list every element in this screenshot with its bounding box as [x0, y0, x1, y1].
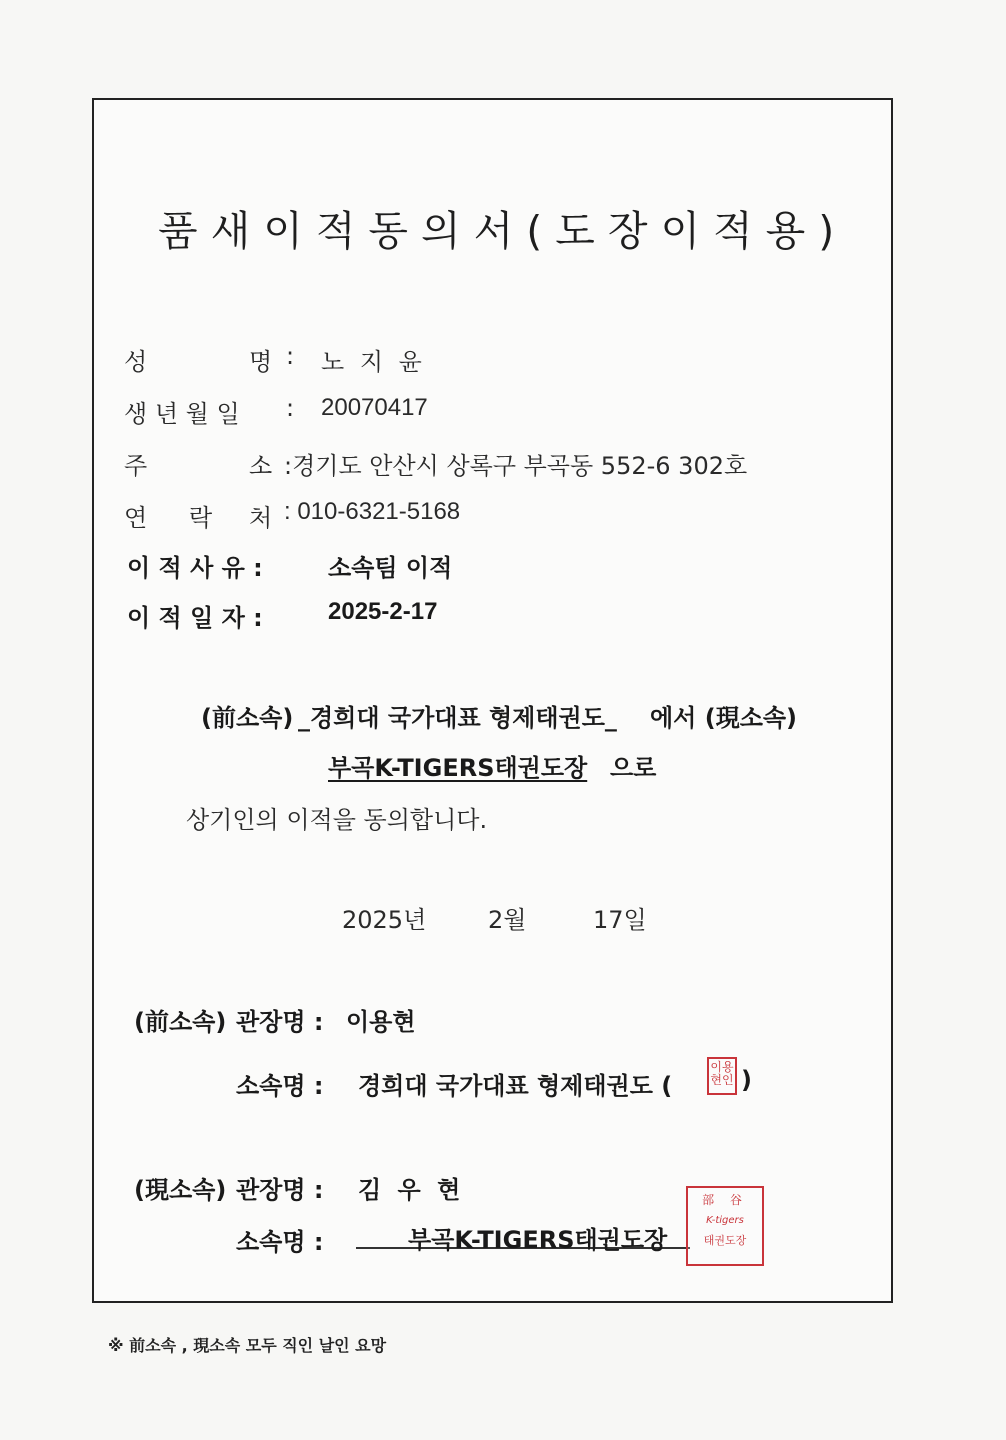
name-value: 노 지 윤: [321, 348, 426, 376]
contact-label-3: 처: [249, 504, 273, 532]
address-value: :경기도 안산시 상록구 부곡동 552-6 302호: [284, 452, 748, 480]
current-team-label: 소속명 :: [236, 1228, 324, 1256]
name-label-2: 명: [249, 348, 273, 376]
seal-top-text: 部 谷: [702, 1193, 748, 1207]
birth-label: 생 년 월 일: [124, 400, 240, 428]
prev-team-name: _경희대 국가대표 형제태권도_: [298, 704, 617, 732]
prev-team-prefix: (前소속): [201, 704, 294, 732]
previous-seal-stamp: 이용 현인: [707, 1057, 737, 1095]
sign-date-day: 17일: [593, 906, 647, 934]
current-team-name: 부곡K-TIGERS태권도장: [408, 1226, 668, 1254]
previous-prefix: (前소속): [134, 1008, 227, 1036]
date-label: 이 적 일 자 :: [127, 604, 263, 632]
name-label-1: 성: [124, 348, 148, 376]
previous-head-label: 관장명 :: [236, 1008, 324, 1036]
reason-value: 소속팀 이적: [328, 554, 453, 582]
new-team-name: 부곡K-TIGERS태권도장: [328, 754, 588, 782]
current-seal-stamp: [686, 1186, 764, 1266]
reason-label: 이 적 사 유 :: [127, 554, 263, 582]
previous-team-close: ): [741, 1066, 752, 1094]
consent-statement: 상기인의 이적을 동의합니다.: [186, 806, 488, 834]
current-team-prefix: 에서 (現소속): [650, 704, 798, 732]
footnote: ※ 前소속 , 現소속 모두 직인 날인 요망: [108, 1336, 387, 1355]
new-team-suffix: 으로: [610, 754, 657, 782]
previous-head-name: 이용현: [346, 1008, 416, 1036]
name-colon: :: [286, 342, 295, 370]
previous-team-label: 소속명 :: [236, 1072, 324, 1100]
contact-label-2: 락: [189, 504, 213, 532]
current-head-name: 김 우 현: [358, 1176, 465, 1204]
contact-label-1: 연: [124, 504, 148, 532]
current-head-label: 관장명 :: [236, 1176, 324, 1204]
document-title: 품새이적동의서(도장이적용): [158, 207, 848, 255]
date-value: 2025-2-17: [328, 598, 438, 625]
address-label-2: 소: [249, 452, 273, 480]
birth-colon: :: [286, 394, 295, 422]
contact-value: : 010-6321-5168: [284, 498, 461, 525]
sign-date-month: 2월: [488, 906, 527, 934]
current-prefix: (現소속): [134, 1176, 227, 1204]
birth-value: 20070417: [321, 394, 428, 421]
sign-date-year: 2025년: [342, 906, 427, 934]
seal-middle-text: K-tigers: [706, 1214, 744, 1226]
previous-team-name: 경희대 국가대표 형제태권도 (: [358, 1072, 673, 1100]
seal-bottom-text: 태권도장: [703, 1234, 747, 1248]
address-label-1: 주: [124, 452, 148, 480]
